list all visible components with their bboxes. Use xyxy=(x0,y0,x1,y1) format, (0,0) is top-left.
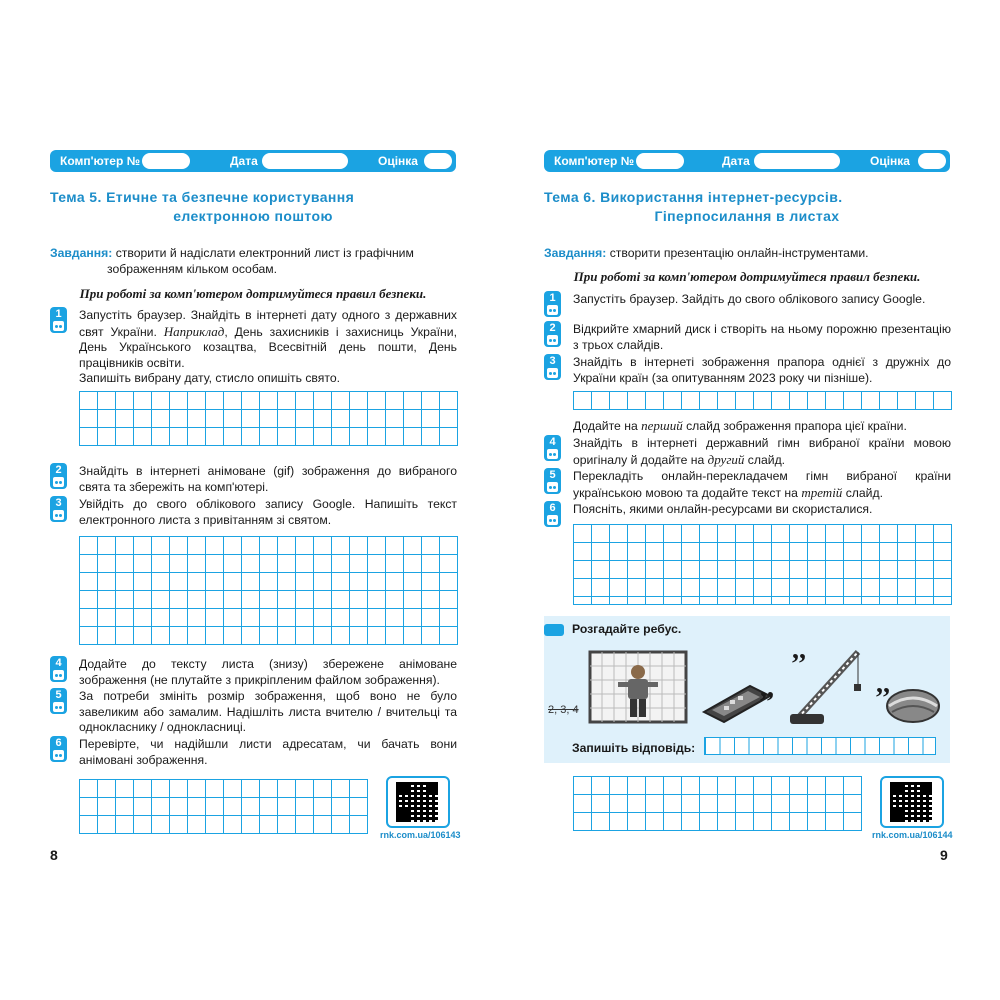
goalkeeper-picture xyxy=(588,650,688,724)
rebus-box xyxy=(544,616,950,763)
task-text-1: створити презентацію онлайн-інструментами. xyxy=(609,246,869,260)
step-text: Перекладіть онлайн-перекладачем гімн вибраної країни українською мовою та додайте текст на третій слайд. xyxy=(573,469,951,500)
date-field[interactable] xyxy=(262,153,348,169)
answer-grid-2[interactable] xyxy=(79,536,458,645)
qr-code-icon xyxy=(396,782,438,822)
topic-title xyxy=(544,188,950,226)
date-label: Дата xyxy=(230,154,258,168)
step-number-badge: 3 xyxy=(544,354,561,380)
step-text: Перевірте, чи надійшли листи адресатам, чи бачать вони анімовані зображення. xyxy=(79,737,457,767)
quote-mark-3: ,, xyxy=(876,668,890,699)
step-number-badge: 2 xyxy=(50,463,67,489)
step-number-badge: 1 xyxy=(50,307,67,333)
task-label: Завдання: xyxy=(544,246,607,260)
safety-note: При роботі за комп'ютером дотримуйтеся правил безпеки. xyxy=(573,269,921,284)
rebus-answer-field[interactable] xyxy=(704,737,936,755)
date-label: Дата xyxy=(722,154,750,168)
step-number-badge: 4 xyxy=(50,656,67,682)
qr-code-icon xyxy=(890,782,932,822)
page-number: 9 xyxy=(940,847,948,863)
step-text: Знайдіть в інтернеті зображення прапора однієї з дружніх до України країн (за опитуванням 2023 року чи пізніше). xyxy=(573,355,951,385)
step-number-badge: 4 xyxy=(544,435,561,461)
step-number-badge: 3 xyxy=(50,496,67,522)
step-text: За потреби змініть розмір зображення, щоб воно не було завеликим або замалим. Надішліть листа вчителю / вчительці та однокласнику / однокласниці. xyxy=(79,689,457,734)
step-text: Знайдіть в інтернеті державний гімн вибраної країни мовою оригіналу й додайте на другий слайд. xyxy=(573,436,951,467)
step-number-badge: 2 xyxy=(544,321,561,347)
step-text: Увійдіть до свого облікового запису Google. Напишіть текст електронного листа з привітанням зі святом. xyxy=(79,497,457,527)
step-text: Запустіть браузер. Зайдіть до свого облікового запису Google. xyxy=(573,292,926,306)
step-text: Знайдіть в інтернеті анімоване (gif) зображення до вибраного свята та збережіть на комп'ютері. xyxy=(79,464,457,494)
title-line-1: Тема 6. Використання інтернет-ресурсів. xyxy=(544,189,843,205)
qr-code[interactable] xyxy=(386,776,450,828)
quote-mark-2: ,, xyxy=(792,634,806,665)
computer-label: Комп'ютер № xyxy=(554,154,635,168)
answer-grid-2[interactable] xyxy=(573,524,952,605)
task-label: Завдання: xyxy=(50,246,113,260)
date-field[interactable] xyxy=(754,153,840,169)
computer-number-field[interactable] xyxy=(636,153,684,169)
answer-grid-1[interactable] xyxy=(79,391,458,446)
rebus-title: Розгадайте ребус. xyxy=(572,622,682,636)
task-text-2: зображенням кільком особам. xyxy=(107,261,278,276)
step-number-badge: 6 xyxy=(50,736,67,762)
topic-title xyxy=(50,188,456,226)
grade-field[interactable] xyxy=(918,153,946,169)
task-text-1: створити й надіслати електронний лист із графічним xyxy=(115,246,414,260)
grade-field[interactable] xyxy=(424,153,452,169)
step-number-badge: 5 xyxy=(544,468,561,494)
qr-link[interactable]: rnk.com.ua/106144 xyxy=(872,830,953,840)
step-text: Відкрийте хмарний диск і створіть на ньому порожню презентацію з трьох слайдів. xyxy=(573,322,951,352)
answer-label: Запишіть відповідь: xyxy=(572,741,696,755)
step-text: Поясніть, якими онлайн-ресурсами ви скористалися. xyxy=(573,502,873,516)
page-number: 8 xyxy=(50,847,58,863)
quote-mark-1: ,, xyxy=(760,672,774,703)
title-line-1: Тема 5. Етичне та безпечне користування xyxy=(50,189,355,205)
computer-number-field[interactable] xyxy=(142,153,190,169)
task-description xyxy=(544,246,950,262)
answer-grid-1[interactable] xyxy=(573,391,952,410)
step-text: Додайте до тексту листа (знизу) збережене анімоване зображення (не плутайте з прикріпленим файлом зображення). xyxy=(79,657,457,687)
step-text: Додайте на перший слайд зображення прапора цієї країни. xyxy=(573,418,907,433)
header-bar xyxy=(544,150,950,172)
safety-note: При роботі за комп'ютером дотримуйтеся правил безпеки. xyxy=(79,286,427,301)
step-text: Запустіть браузер. Знайдіть в інтернеті дату одного з державних свят України. Наприклад, День захисників і захисниць України, День Українського козацтва, Всесвітній день пошти, День працівників освіти. Запишіть вибрану дату, стисло опишіть свято. xyxy=(79,308,457,385)
step-number-badge: 5 xyxy=(50,688,67,714)
grade-label: Оцінка xyxy=(870,154,910,168)
qr-code[interactable] xyxy=(880,776,944,828)
header-bar xyxy=(50,150,456,172)
step-number-badge: 6 xyxy=(544,501,561,527)
answer-grid-3[interactable] xyxy=(573,776,862,831)
title-line-2: Гіперпосилання в листах xyxy=(654,208,840,224)
step-number-badge: 1 xyxy=(544,291,561,317)
rebus-tag xyxy=(544,624,564,636)
title-line-2: електронною поштою xyxy=(173,208,333,224)
rebus-digits: 2, 3, 4 xyxy=(548,704,579,716)
qr-link[interactable]: rnk.com.ua/106143 xyxy=(380,830,461,840)
shell-picture xyxy=(884,686,942,726)
answer-grid-3[interactable] xyxy=(79,779,368,834)
computer-label: Комп'ютер № xyxy=(60,154,141,168)
grade-label: Оцінка xyxy=(378,154,418,168)
task-description xyxy=(50,246,456,277)
